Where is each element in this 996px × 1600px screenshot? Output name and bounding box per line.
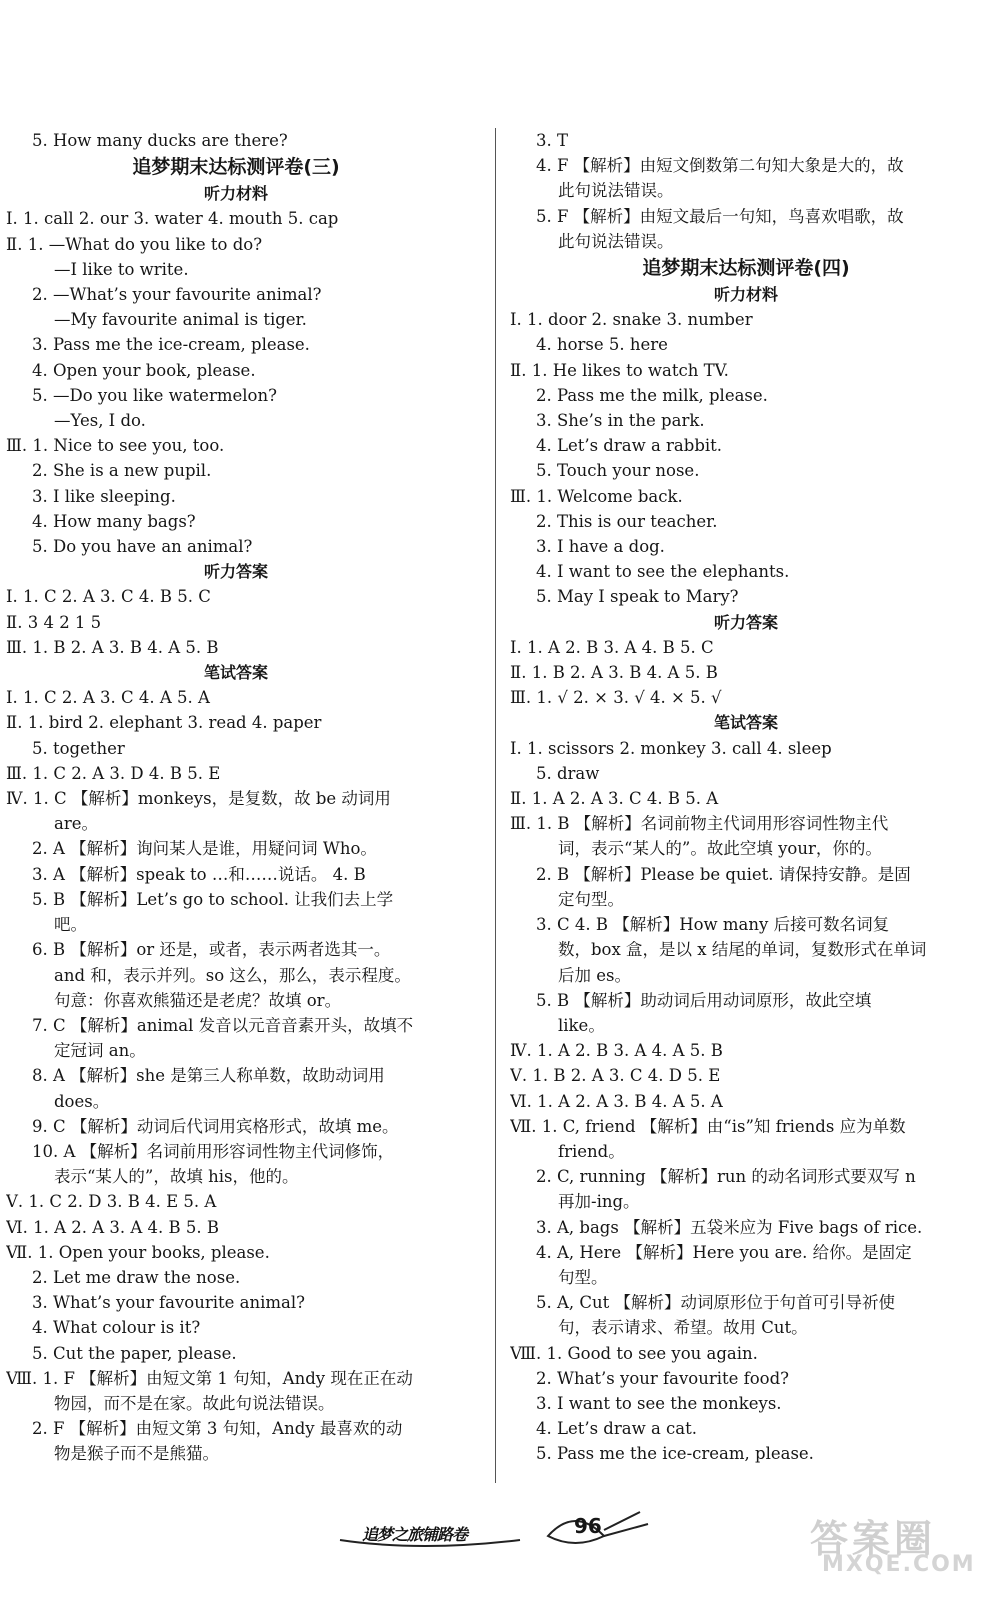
answer-line: 3. A 【解析】speak to …和……说话。 4. B xyxy=(32,864,366,884)
answer-line: 2. F 【解析】由短文第 3 句知，Andy 最喜欢的动 xyxy=(32,1419,403,1439)
answer-line: Ⅲ. 1. B 【解析】名词前物主代词用形容词性物主代 xyxy=(510,814,889,834)
answer-line: 5. F 【解析】由短文最后一句知，鸟喜欢唱歌，故 xyxy=(536,206,904,226)
answer-line: 物是猴子而不是熊猫。 xyxy=(54,1444,219,1464)
answer-line: 5. Pass me the ice-cream, please. xyxy=(536,1444,814,1464)
answer-line: 5. B 【解析】Let’s go to school. 让我们去上学 xyxy=(32,889,394,909)
answer-line: 5. —Do you like watermelon? xyxy=(32,385,277,405)
answer-line: 2. B 【解析】Please be quiet. 请保持安静。是固 xyxy=(536,864,911,884)
answer-line: 再加-ing。 xyxy=(558,1192,640,1212)
page-footer xyxy=(0,1500,996,1577)
answer-line: does。 xyxy=(54,1091,110,1111)
answer-line: 后加 es。 xyxy=(558,965,631,985)
answer-line: Ⅶ. 1. C, friend 【解析】由“is”知 friends 应为单数 xyxy=(510,1116,906,1136)
answer-line: 4. Let’s draw a rabbit. xyxy=(536,436,723,456)
answer-line: 5. How many ducks are there? xyxy=(32,131,288,150)
answer-line: Ⅰ. 1. scissors 2. monkey 3. call 4. sleep xyxy=(510,738,832,758)
answer-line: 2. What’s your favourite food? xyxy=(536,1368,790,1388)
answer-line: 此句说法错误。 xyxy=(558,181,674,201)
answer-line: and 和，表示并列。so 这么，那么，表示程度。 xyxy=(54,965,411,985)
left-column xyxy=(6,128,466,1467)
answer-line: 4. A, Here 【解析】Here you are. 给你。是固定 xyxy=(536,1242,912,1262)
answer-line: 3. C 4. B 【解析】How many 后接可数名词复 xyxy=(536,915,890,935)
answer-line: Ⅶ. 1. Open your books, please. xyxy=(6,1242,270,1262)
answer-line: 句意：你喜欢熊猫还是老虎？故填 or。 xyxy=(54,990,342,1010)
answer-line: 2. C, running 【解析】run 的动名词形式要双写 n xyxy=(536,1167,916,1187)
answer-line: 此句说法错误。 xyxy=(558,231,674,251)
answer-line: —My favourite animal is tiger. xyxy=(54,310,307,330)
answer-line: 定句型。 xyxy=(558,889,624,909)
answer-line: Ⅱ. 1. —What do you like to do? xyxy=(6,234,263,254)
answer-line: —I like to write. xyxy=(54,259,189,279)
section-title: 追梦期末达标测评卷(三) xyxy=(132,156,340,179)
answer-line: Ⅱ. 1. bird 2. elephant 3. read 4. paper xyxy=(6,713,322,733)
answer-line: 7. C 【解析】animal 发音以元音音素开头，故填不 xyxy=(32,1015,414,1035)
answer-line: 4. horse 5. here xyxy=(536,335,668,355)
answer-line: 2. She is a new pupil. xyxy=(32,461,212,481)
answer-line: 2. A 【解析】询问某人是谁，用疑问词 Who。 xyxy=(32,839,377,859)
section-title: 追梦期末达标测评卷(四) xyxy=(642,257,850,280)
answer-line: Ⅰ. 1. door 2. snake 3. number xyxy=(510,310,753,330)
answer-line: 5. May I speak to Mary? xyxy=(536,587,739,607)
watermark: 答案圈 xyxy=(810,1517,937,1561)
answer-line: Ⅰ. 1. call 2. our 3. water 4. mouth 5. cap xyxy=(6,209,339,229)
answer-line: Ⅰ. 1. C 2. A 3. C 4. A 5. A xyxy=(6,688,210,708)
answer-line: Ⅳ. 1. C 【解析】monkeys，是复数，故 be 动词用 xyxy=(6,789,391,809)
answer-line: 2. This is our teacher. xyxy=(536,511,718,531)
page-number: 96 xyxy=(574,1514,602,1538)
answer-line: 句，表示请求、希望。故用 Cut。 xyxy=(558,1318,808,1338)
answer-line: 4. Open your book, please. xyxy=(32,360,256,380)
answer-line: Ⅷ. 1. F 【解析】由短文第 1 句知，Andy 现在正在动 xyxy=(6,1368,413,1388)
answer-line: Ⅲ. 1. C 2. A 3. D 4. B 5. E xyxy=(6,763,221,783)
answer-line: 吧。 xyxy=(54,915,87,935)
answer-line: —Yes, I do. xyxy=(54,411,146,431)
answer-line: 物园，而不是在家。故此句说法错误。 xyxy=(54,1393,335,1413)
answer-line: Ⅲ. 1. B 2. A 3. B 4. A 5. B xyxy=(6,637,219,657)
answer-line: Ⅴ. 1. B 2. A 3. C 4. D 5. E xyxy=(510,1066,721,1086)
answer-line: 4. What colour is it? xyxy=(32,1318,201,1338)
answer-line: 表示“某人的”，故填 his，他的。 xyxy=(54,1167,299,1187)
answer-line: Ⅷ. 1. Good to see you again. xyxy=(510,1343,758,1363)
answer-line: 6. B 【解析】or 还是，或者，表示两者选其一。 xyxy=(32,940,391,960)
section-subheading: 笔试答案 xyxy=(203,663,268,683)
answer-line: 4. F 【解析】由短文倒数第二句知大象是大的，故 xyxy=(536,156,904,176)
answer-line: 5. Do you have an animal? xyxy=(32,537,253,557)
footer-brand: 追梦之旅铺路卷 xyxy=(362,1525,468,1544)
answer-line: 10. A 【解析】名词前用形容词性物主代词修饰， xyxy=(32,1141,395,1161)
answer-line: 3. A, bags 【解析】五袋米应为 Five bags of rice. xyxy=(536,1217,923,1237)
answer-line: 5. B 【解析】助动词后用动词原形，故此空填 xyxy=(536,990,872,1010)
answer-line: 9. C 【解析】动词后代词用宾格形式，故填 me。 xyxy=(32,1116,399,1136)
answer-line: 数，box 盒，是以 x 结尾的单词，复数形式在单词 xyxy=(558,940,927,960)
section-subheading: 笔试答案 xyxy=(713,713,778,733)
answer-line: Ⅲ. 1. Welcome back. xyxy=(510,486,683,506)
answer-line: Ⅱ. 1. He likes to watch TV. xyxy=(510,360,729,380)
answer-line: 3. I like sleeping. xyxy=(32,486,176,506)
answer-line: 词，表示“某人的”。故此空填 your，你的。 xyxy=(558,839,882,859)
answer-line: 5. Touch your nose. xyxy=(536,461,700,481)
section-subheading: 听力材料 xyxy=(713,285,778,305)
answer-line: Ⅴ. 1. C 2. D 3. B 4. E 5. A xyxy=(6,1192,217,1212)
answer-line: 5. A, Cut 【解析】动词原形位于句首可引导祈使 xyxy=(536,1293,896,1313)
answer-line: Ⅱ. 1. B 2. A 3. B 4. A 5. B xyxy=(510,663,718,683)
watermark-url: MXQE.COM xyxy=(822,1552,976,1577)
answer-line: 定冠词 an。 xyxy=(54,1041,146,1061)
answer-line: are。 xyxy=(54,814,98,834)
answer-line: 3. She’s in the park. xyxy=(536,411,705,431)
answer-line: 句型。 xyxy=(558,1267,608,1287)
column-divider xyxy=(495,128,496,1483)
answer-line: Ⅲ. 1. Nice to see you, too. xyxy=(6,436,225,456)
section-subheading: 听力答案 xyxy=(203,562,268,582)
answer-line: 4. Let’s draw a cat. xyxy=(536,1419,697,1439)
answer-line: 2. Let me draw the nose. xyxy=(32,1267,241,1287)
answer-line: 3. Pass me the ice-cream, please. xyxy=(32,335,310,355)
section-subheading: 听力材料 xyxy=(203,184,268,204)
answer-line: 2. Pass me the milk, please. xyxy=(536,385,768,405)
answer-line: 3. I want to see the monkeys. xyxy=(536,1393,782,1413)
answer-line: friend。 xyxy=(558,1141,625,1161)
answer-line: 2. —What’s your favourite animal? xyxy=(32,285,322,305)
answer-line: 3. What’s your favourite animal? xyxy=(32,1293,305,1313)
answer-line: 5. together xyxy=(32,738,125,758)
answer-line: 5. Cut the paper, please. xyxy=(32,1343,237,1363)
right-column xyxy=(510,128,982,1467)
answer-line: 4. I want to see the elephants. xyxy=(536,562,790,582)
answer-line: 3. I have a dog. xyxy=(536,537,665,557)
answer-line: Ⅱ. 1. A 2. A 3. C 4. B 5. A xyxy=(510,789,719,809)
answer-line: 3. T xyxy=(536,131,568,150)
answer-line: Ⅳ. 1. A 2. B 3. A 4. A 5. B xyxy=(510,1041,723,1061)
answer-line: 5. draw xyxy=(536,763,600,783)
section-subheading: 听力答案 xyxy=(713,612,778,632)
answer-line: 8. A 【解析】she 是第三人称单数，故助动词用 xyxy=(32,1066,385,1086)
answer-line: like。 xyxy=(558,1015,605,1035)
answer-line: Ⅱ. 3 4 2 1 5 xyxy=(6,612,102,632)
answer-line: Ⅲ. 1. √ 2. × 3. √ 4. × 5. √ xyxy=(510,688,722,708)
answer-line: Ⅵ. 1. A 2. A 3. A 4. B 5. B xyxy=(6,1217,220,1237)
answer-line: 4. How many bags? xyxy=(32,511,196,531)
answer-line: Ⅵ. 1. A 2. A 3. B 4. A 5. A xyxy=(510,1091,723,1111)
answer-line: Ⅰ. 1. C 2. A 3. C 4. B 5. C xyxy=(6,587,211,607)
answer-line: Ⅰ. 1. A 2. B 3. A 4. B 5. C xyxy=(510,637,714,657)
